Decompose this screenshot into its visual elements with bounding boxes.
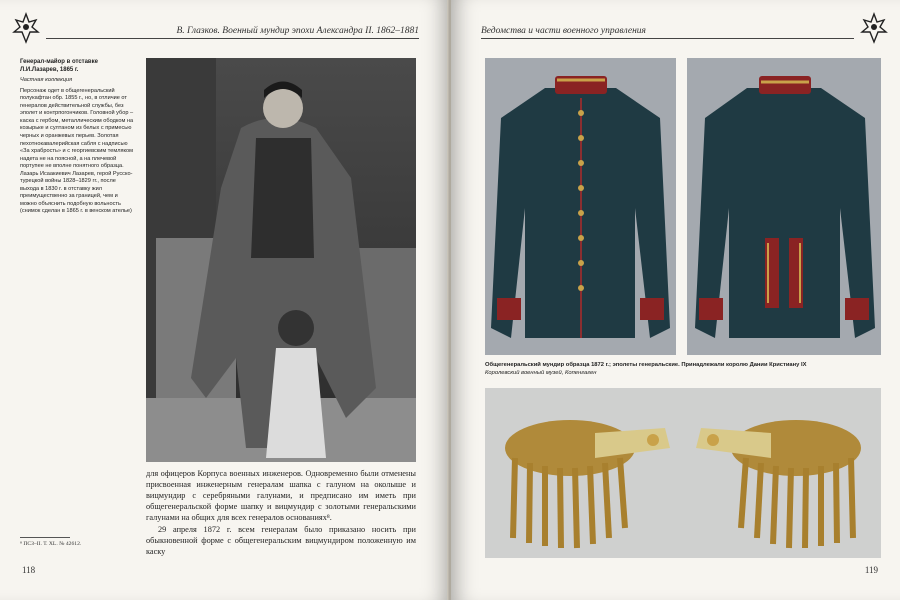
body-paragraph-1: для офицеров Корпуса военных инженеров. Одновременно были отменены присвоенная инженерным генералам шапка с галуном на околыше и вицмундир с серебряными галунами, и предписано им иметь при общегенеральской форме шапку и вицмундир с золотыми генеральскими галунами на общих для всех генералов основаниях⁸. [146, 469, 416, 523]
uniform-back-image [687, 58, 881, 355]
body-paragraph-2: 29 апреля 1872 г. всем генералам было приказано носить при обыкновенной форме с общегенеральским вицмундиром положенную им каску [146, 525, 416, 557]
uniform-caption-title: Общегенеральский мундир образца 1872 г.; эполеты генеральские. Принадлежали королю Дании Кристиану IX [485, 362, 807, 368]
page-number-right: 119 [864, 565, 878, 575]
running-head-left: В. Глазков. Военный мундир эпохи Александра II. 1862–1881 [176, 26, 419, 36]
page-number-left: 118 [22, 565, 36, 575]
portrait-caption [20, 58, 134, 216]
uniform-back-photo [687, 58, 881, 355]
header-rule [481, 38, 854, 39]
footnote: ⁸ ПСЗ–II. Т. XL. № 42612. [20, 541, 82, 547]
general-portrait-photo [146, 58, 416, 462]
uniform-caption [485, 361, 885, 378]
portrait-image [146, 58, 416, 462]
main-body-text [146, 468, 416, 558]
uniform-front-image [485, 58, 676, 355]
right-page [451, 0, 900, 600]
uniform-front-photo [485, 58, 676, 355]
ornament-emblem-icon [12, 12, 40, 44]
running-head-right: Ведомства и части военного управления [481, 26, 646, 36]
caption-text: Персонаж одет в общегенеральский полукафтан обр. 1855 г., но, в отличие от генералов действительной службы, без эполет и контрпогончиков. Головной убор – каска с гербом, металлическим ободком на козырьке и султаном из белых с примесью черных и оранжевых перьев. Золотая пехотнокавалерийская сабля с надписью «За храбрость» и с георгиевским темляком надета не на поясной, а на плечевой портупее не вполне понятного образца. Лазарь Исаакиевич Лазарев, герой Русско-турецкой войны 1828–1829 гг., после выхода в 1830 г. в отставку жил преимущественно за границей, чем и можно объяснить подобную вольность (снимок сделан в 1865 г. в венском ателье) [20, 87, 134, 215]
caption-title: Генерал-майор в отставке Л.И.Лазарев, 1865 г. [20, 59, 98, 74]
epaulettes-photo [485, 388, 881, 558]
footnote-rule [20, 537, 70, 538]
header-rule [46, 38, 419, 39]
left-page [0, 0, 449, 600]
ornament-emblem-icon [860, 12, 888, 44]
caption-source: Частная коллекция [20, 77, 73, 84]
uniform-caption-source: Королевский военный музей, Копенгаген [485, 370, 597, 377]
epaulettes-image [485, 388, 881, 558]
